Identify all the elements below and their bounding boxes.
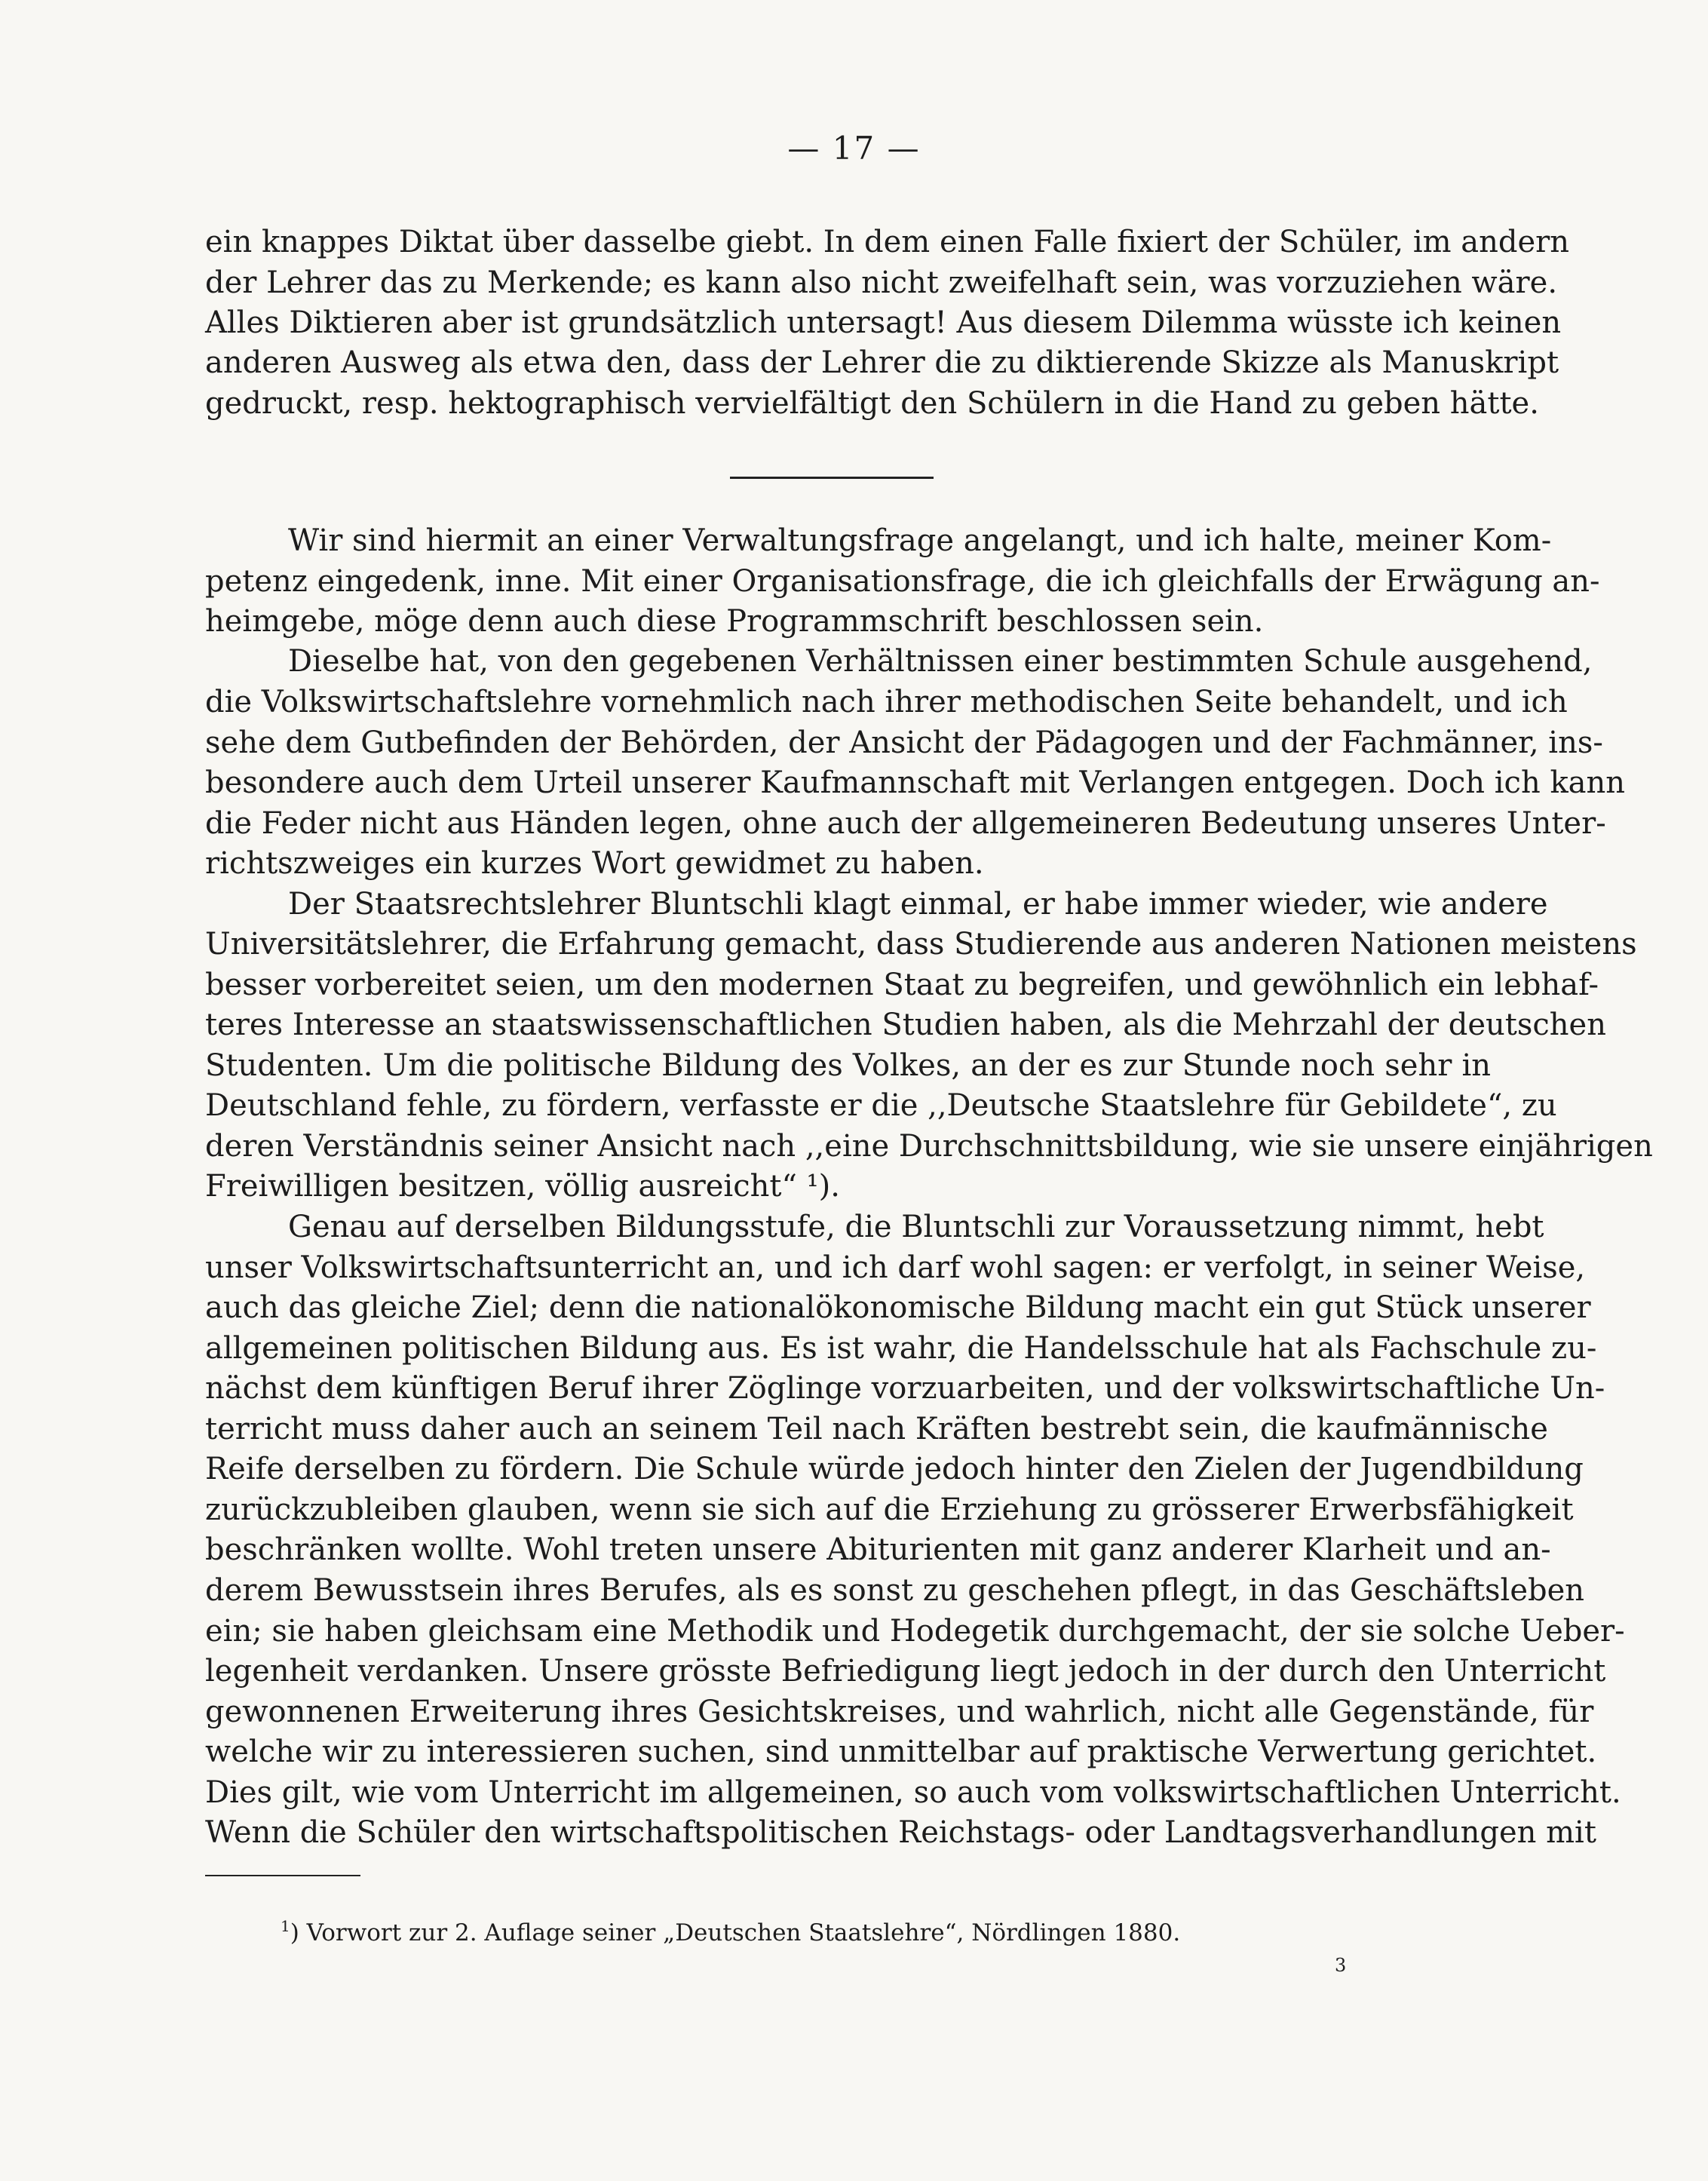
text-line: petenz eingedenk, inne. Mit einer Organisationsfrage, die ich gleichfalls der Erwägung an-: [205, 564, 1600, 599]
text-line: sehe dem Gutbefinden der Behörden, der Ansicht der Pädagogen und der Fachmänner, ins-: [205, 725, 1603, 760]
text-line: richtszweiges ein kurzes Wort gewidmet zu haben.: [205, 846, 984, 881]
text-line: Universitätslehrer, die Erfahrung gemacht, dass Studierende aus anderen Nationen meistens: [205, 927, 1637, 962]
text-line: gewonnenen Erweiterung ihres Gesichtskreises, und wahrlich, nicht alle Gegenstände, für: [205, 1695, 1594, 1729]
text-line: besser vorbereitet seien, um den modernen Staat zu begreifen, und gewöhnlich ein lebhaf-: [205, 968, 1599, 1002]
text-line: besondere auch dem Urteil unserer Kaufmannschaft mit Verlangen entgegen. Doch ich kann: [205, 765, 1626, 800]
text-line: Wir sind hiermit an einer Verwaltungsfrage angelangt, und ich halte, meiner Kom-: [288, 523, 1552, 558]
text-line: teres Interesse an staatswissenschaftlichen Studien haben, als die Mehrzahl der deutschen: [205, 1008, 1606, 1042]
text-line: allgemeinen politischen Bildung aus. Es ist wahr, die Handelsschule hat als Fachschule zu-: [205, 1331, 1597, 1366]
text-line: die Feder nicht aus Händen legen, ohne auch der allgemeineren Bedeutung unseres Unter-: [205, 806, 1606, 841]
text-line: Alles Diktieren aber ist grundsätzlich untersagt! Aus diesem Dilemma wüsste ich keinen: [205, 305, 1562, 340]
text-line: Dieselbe hat, von den gegebenen Verhältnissen einer bestimmten Schule ausgehend,: [288, 644, 1593, 679]
text-line: zurückzubleiben glauben, wenn sie sich auf die Erziehung zu grösserer Erwerbsfähigkeit: [205, 1492, 1574, 1527]
text-line: gedruckt, resp. hektographisch vervielfältigt den Schülern in die Hand zu geben hätte.: [205, 386, 1539, 421]
text-line: unser Volkswirtschaftsunterricht an, und ich darf wohl sagen: er verfolgt, in seiner Weise,: [205, 1250, 1586, 1285]
footnote-text: ) Vorwort zur 2. Auflage seiner „Deutschen Staatslehre“, Nördlingen 1880.: [290, 1919, 1181, 1946]
text-line: deren Verständnis seiner Ansicht nach ,,eine Durchschnittsbildung, wie sie unsere einjährigen: [205, 1129, 1653, 1164]
text-line: derem Bewusstsein ihres Berufes, als es sonst zu geschehen pflegt, in das Geschäftsleben: [205, 1573, 1585, 1608]
page-number: — 17 —: [787, 130, 921, 167]
text-line: Reife derselben zu fördern. Die Schule würde jedoch hinter den Zielen der Jugendbildung: [205, 1452, 1584, 1486]
text-line: Der Staatsrechtslehrer Bluntschli klagt einmal, er habe immer wieder, wie andere: [288, 887, 1548, 922]
footnote: [281, 1910, 1180, 1949]
text-line: der Lehrer das zu Merkende; es kann also nicht zweifelhaft sein, was vorzuziehen wäre.: [205, 265, 1558, 300]
text-line: Freiwilligen besitzen, völlig ausreicht“ ¹).: [205, 1169, 840, 1204]
text-line: ein knappes Diktat über dasselbe giebt. In dem einen Falle fixiert der Schüler, im andern: [205, 225, 1570, 259]
text-line: ein; sie haben gleichsam eine Methodik und Hodegetik durchgemacht, der sie solche Ueber-: [205, 1614, 1625, 1649]
text-line: Studenten. Um die politische Bildung des Volkes, an der es zur Stunde noch sehr in: [205, 1048, 1491, 1083]
footnote-marker: 1: [281, 1917, 290, 1935]
text-line: heimgebe, möge denn auch diese Programmschrift beschlossen sein.: [205, 604, 1264, 639]
text-line: Genau auf derselben Bildungsstufe, die Bluntschli zur Voraussetzung nimmt, hebt: [288, 1210, 1544, 1244]
text-line: legenheit verdanken. Unsere grösste Befriedigung liegt jedoch in der durch den Unterricht: [205, 1654, 1606, 1689]
text-line: anderen Ausweg als etwa den, dass der Lehrer die zu diktierende Skizze als Manuskript: [205, 345, 1559, 380]
text-line: Dies gilt, wie vom Unterricht im allgemeinen, so auch vom volkswirtschaftlichen Unterricht.: [205, 1775, 1621, 1810]
text-line: nächst dem künftigen Beruf ihrer Zöglinge vorzuarbeiten, und der volkswirtschaftliche Un-: [205, 1371, 1605, 1406]
text-line: welche wir zu interessieren suchen, sind unmittelbar auf praktische Verwertung gerichtet.: [205, 1735, 1597, 1769]
section-divider: [730, 477, 934, 479]
text-line: die Volkswirtschaftslehre vornehmlich nach ihrer methodischen Seite behandelt, und ich: [205, 685, 1568, 719]
text-line: Deutschland fehle, zu fördern, verfasste er die ,,Deutsche Staatslehre für Gebildete“, zu: [205, 1088, 1557, 1123]
text-line: beschränken wollte. Wohl treten unsere Abiturienten mit ganz anderer Klarheit und an-: [205, 1532, 1551, 1567]
text-line: Wenn die Schüler den wirtschaftspolitischen Reichstags- oder Landtagsverhandlungen mit: [205, 1815, 1596, 1850]
signature-mark: 3: [1335, 1955, 1347, 1976]
text-line: terricht muss daher auch an seinem Teil nach Kräften bestrebt sein, die kaufmännische: [205, 1412, 1548, 1446]
text-line: auch das gleiche Ziel; denn die nationalökonomische Bildung macht ein gut Stück unserer: [205, 1290, 1591, 1325]
footnote-rule: [205, 1875, 360, 1876]
